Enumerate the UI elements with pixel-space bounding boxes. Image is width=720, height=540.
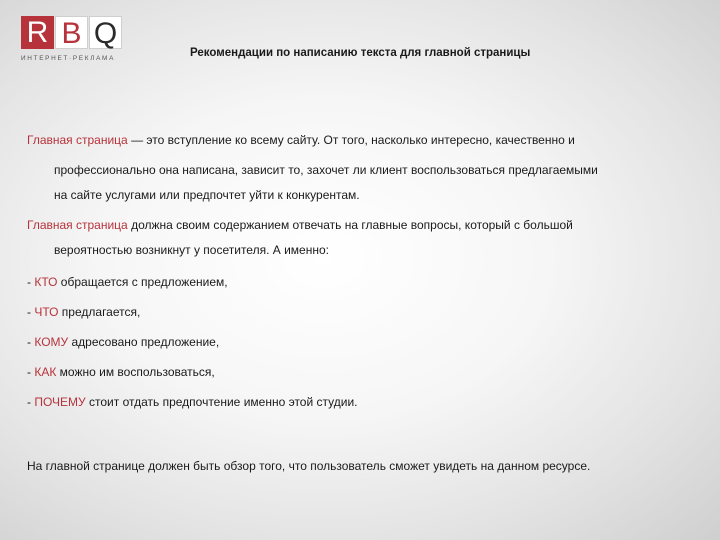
list-item [27,396,358,408]
logo-letter-b: B [55,16,88,49]
slide-title: Рекомендации по написанию текста для главной страницы [190,47,531,59]
paragraph-line: профессионально она написана, зависит то, захочет ли клиент воспользоваться предлагаемыми [54,163,598,177]
list-item-text: можно им воспользоваться, [56,365,215,379]
logo-letter-r: R [21,16,54,49]
question-keyword: КТО [34,275,58,289]
rbq-logo [21,16,129,66]
list-item [27,366,215,378]
highlight-term: Главная страница [27,218,128,232]
question-keyword: КОМУ [34,335,69,349]
list-dash: - [27,335,35,349]
paragraph-line: На главной странице должен быть обзор того, что пользователь сможет увидеть на данном ресурсе. [27,459,591,473]
list-item [27,306,140,318]
highlight-term: Главная страница [27,133,128,147]
paragraph-line [27,219,573,231]
paragraph-text: должна своим содержанием отвечать на главные вопросы, который с большой [127,218,573,232]
question-keyword: ЧТО [34,305,59,319]
list-item-text: стоит отдать предпочтение именно этой студии. [85,395,358,409]
list-item-text: предлагается, [58,305,141,319]
list-dash: - [27,305,35,319]
list-item [27,276,228,288]
question-keyword: КАК [34,365,57,379]
list-dash: - [27,395,35,409]
paragraph-line: вероятностью возникнут у посетителя. А именно: [54,243,329,257]
paragraph-text: — это вступление ко всему сайту. От того, насколько интересно, качественно и [127,133,575,147]
list-item [27,336,219,348]
list-dash: - [27,365,35,379]
paragraph-line: на сайте услугами или предпочтет уйти к конкурентам. [54,188,360,202]
paragraph-line [27,134,575,146]
list-item-text: обращается с предложением, [57,275,228,289]
list-item-text: адресовано предложение, [68,335,220,349]
logo-letter-q: Q [89,16,122,49]
list-dash: - [27,275,35,289]
logo-tagline: ИНТЕРНЕТ·РЕКЛАМА [21,55,116,62]
question-keyword: ПОЧЕМУ [34,395,86,409]
